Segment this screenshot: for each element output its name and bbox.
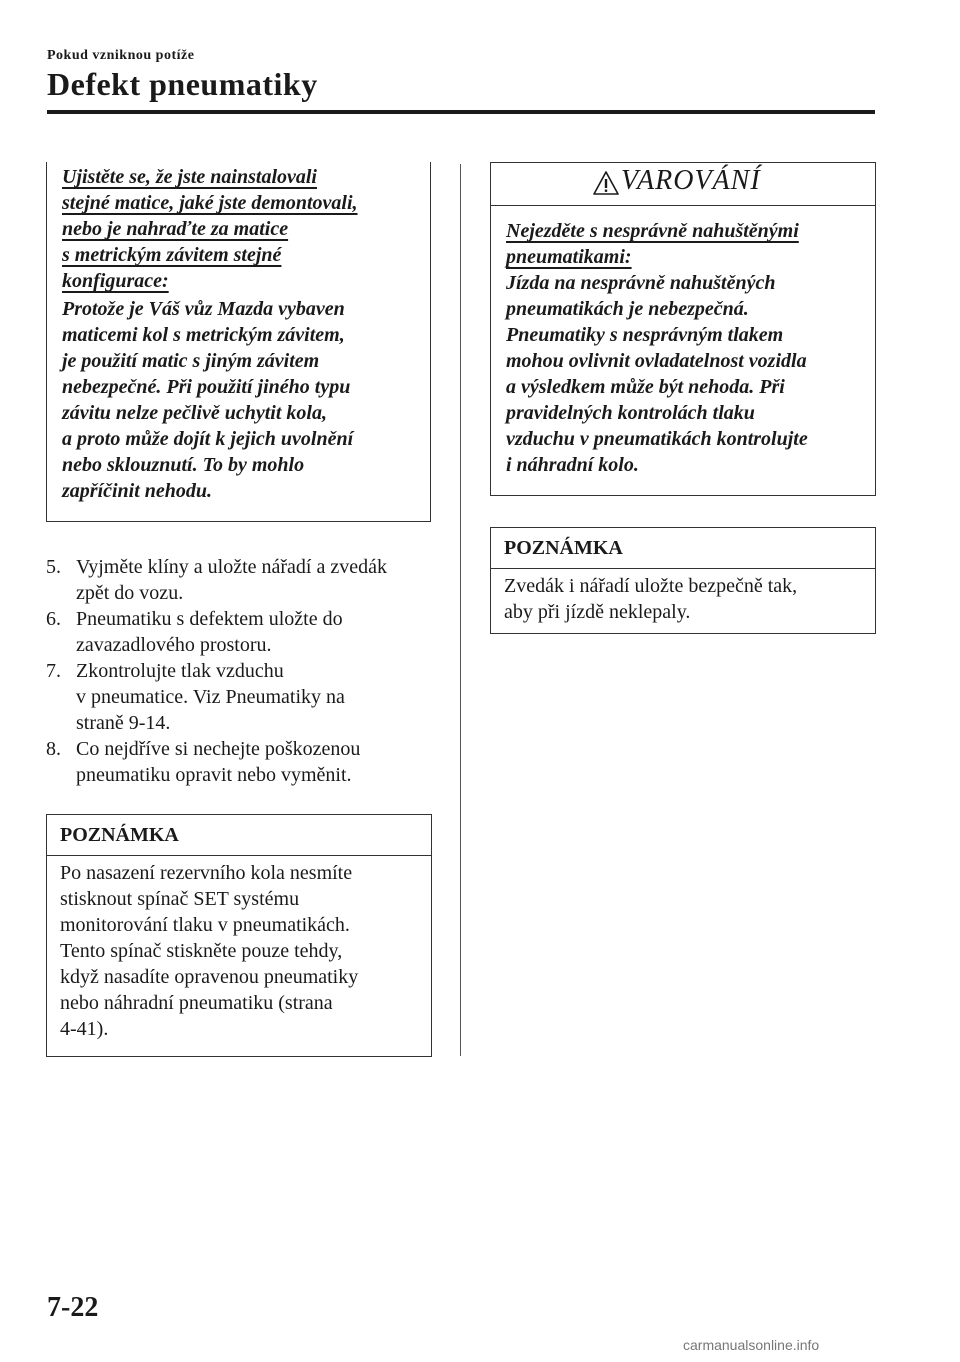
step-item bbox=[46, 658, 436, 736]
note-title: POZNÁMKA bbox=[504, 537, 623, 559]
step-text-line: Pneumatiku s defektem uložte do bbox=[76, 608, 343, 630]
warning-box-left bbox=[46, 162, 431, 522]
warning-body-line: Jízda na nesprávně nahuštěných bbox=[506, 272, 776, 294]
step-text-line: Vyjměte klíny a uložte nářadí a zvedák bbox=[76, 556, 387, 578]
warning-heading-line: stejné matice, jaké jste demontovali, bbox=[62, 192, 358, 214]
warning-header bbox=[491, 163, 875, 205]
step-item bbox=[46, 606, 436, 658]
warning-divider bbox=[491, 205, 875, 206]
warning-body-line: mohou ovlivnit ovladatelnost vozidla bbox=[506, 350, 807, 372]
step-number: 8. bbox=[46, 738, 61, 760]
page-number: 7-22 bbox=[47, 1292, 99, 1323]
note-line: když nasadíte opravenou pneumatiky bbox=[60, 966, 359, 988]
step-text-line: Zkontrolujte tlak vzduchu bbox=[76, 660, 284, 682]
step-text-line: Co nejdříve si nechejte poškozenou bbox=[76, 738, 361, 760]
note-body bbox=[47, 856, 431, 1052]
step-text-line: v pneumatice. Viz Pneumatiky na bbox=[76, 686, 345, 708]
note-title: POZNÁMKA bbox=[60, 824, 179, 846]
column-divider bbox=[460, 164, 461, 1056]
warning-body-line: vzduchu v pneumatikách kontrolujte bbox=[506, 428, 808, 450]
warning-box-right bbox=[490, 162, 876, 496]
section-label: Pokud vzniknou potíže bbox=[47, 48, 195, 63]
note-line: monitorování tlaku v pneumatikách. bbox=[60, 914, 350, 936]
warning-triangle-icon bbox=[593, 171, 619, 200]
step-text-line: zpět do vozu. bbox=[76, 582, 184, 604]
note-body bbox=[491, 569, 875, 635]
warning-body-line: nebezpečné. Při použití jiného typu bbox=[62, 376, 351, 398]
step-text-line: zavazadlového prostoru. bbox=[76, 634, 272, 656]
note-line: aby při jízdě neklepaly. bbox=[504, 601, 691, 623]
warning-body bbox=[62, 296, 422, 504]
step-number: 6. bbox=[46, 608, 61, 630]
warning-body-line: a výsledkem může být nehoda. Při bbox=[506, 376, 785, 398]
warning-body-line: i náhradní kolo. bbox=[506, 454, 639, 476]
step-text-line: straně 9-14. bbox=[76, 712, 171, 734]
note-line: Zvedák i nářadí uložte bezpečně tak, bbox=[504, 575, 798, 597]
warning-heading bbox=[62, 164, 358, 294]
warning-heading-line: Ujistěte se, že jste nainstalovali bbox=[62, 166, 317, 188]
warning-heading-line: Nejezděte s nesprávně nahuštěnými bbox=[506, 220, 799, 242]
warning-body-line: pneumatikách je nebezpečná. bbox=[506, 298, 749, 320]
note-line: Po nasazení rezervního kola nesmíte bbox=[60, 862, 353, 884]
note-line: stisknout spínač SET systému bbox=[60, 888, 300, 910]
warning-body-line: závitu nelze pečlivě uchytit kola, bbox=[62, 402, 327, 424]
warning-body-line: maticemi kol s metrickým závitem, bbox=[62, 324, 345, 346]
warning-body-line: nebo sklouznutí. To by mohlo bbox=[62, 454, 305, 476]
warning-heading-line: pneumatikami: bbox=[506, 246, 632, 268]
step-list bbox=[46, 554, 436, 788]
warning-heading-line: s metrickým závitem stejné bbox=[62, 244, 282, 266]
warning-content bbox=[506, 218, 866, 478]
note-line: 4-41). bbox=[60, 1018, 109, 1040]
warning-body-line: je použití matic s jiným závitem bbox=[62, 350, 320, 372]
warning-body-line: pravidelných kontrolách tlaku bbox=[506, 402, 755, 424]
step-text-line: pneumatiku opravit nebo vyměnit. bbox=[76, 764, 352, 786]
warning-body-line: Pneumatiky s nesprávným tlakem bbox=[506, 324, 784, 346]
step-number: 7. bbox=[46, 660, 61, 682]
step-item bbox=[46, 736, 436, 788]
note-box-right bbox=[490, 527, 876, 634]
title-rule bbox=[47, 110, 875, 114]
watermark: carmanualsonline.info bbox=[683, 1337, 820, 1353]
note-line: Tento spínač stiskněte pouze tehdy, bbox=[60, 940, 343, 962]
warning-body-line: a proto může dojít k jejich uvolnění bbox=[62, 428, 354, 450]
warning-heading-line: konfigurace: bbox=[62, 270, 169, 292]
note-line: nebo náhradní pneumatiku (strana bbox=[60, 992, 333, 1014]
warning-body-line: zapříčinit nehodu. bbox=[62, 480, 213, 502]
page-title: Defekt pneumatiky bbox=[47, 66, 318, 102]
warning-heading-line: nebo je nahraďte za matice bbox=[62, 218, 289, 240]
note-box-left bbox=[46, 814, 432, 1057]
warning-body-line: Protože je Váš vůz Mazda vybaven bbox=[62, 298, 345, 320]
warning-title: VAROVÁNÍ bbox=[621, 165, 761, 196]
step-number: 5. bbox=[46, 556, 61, 578]
step-item bbox=[46, 554, 436, 606]
